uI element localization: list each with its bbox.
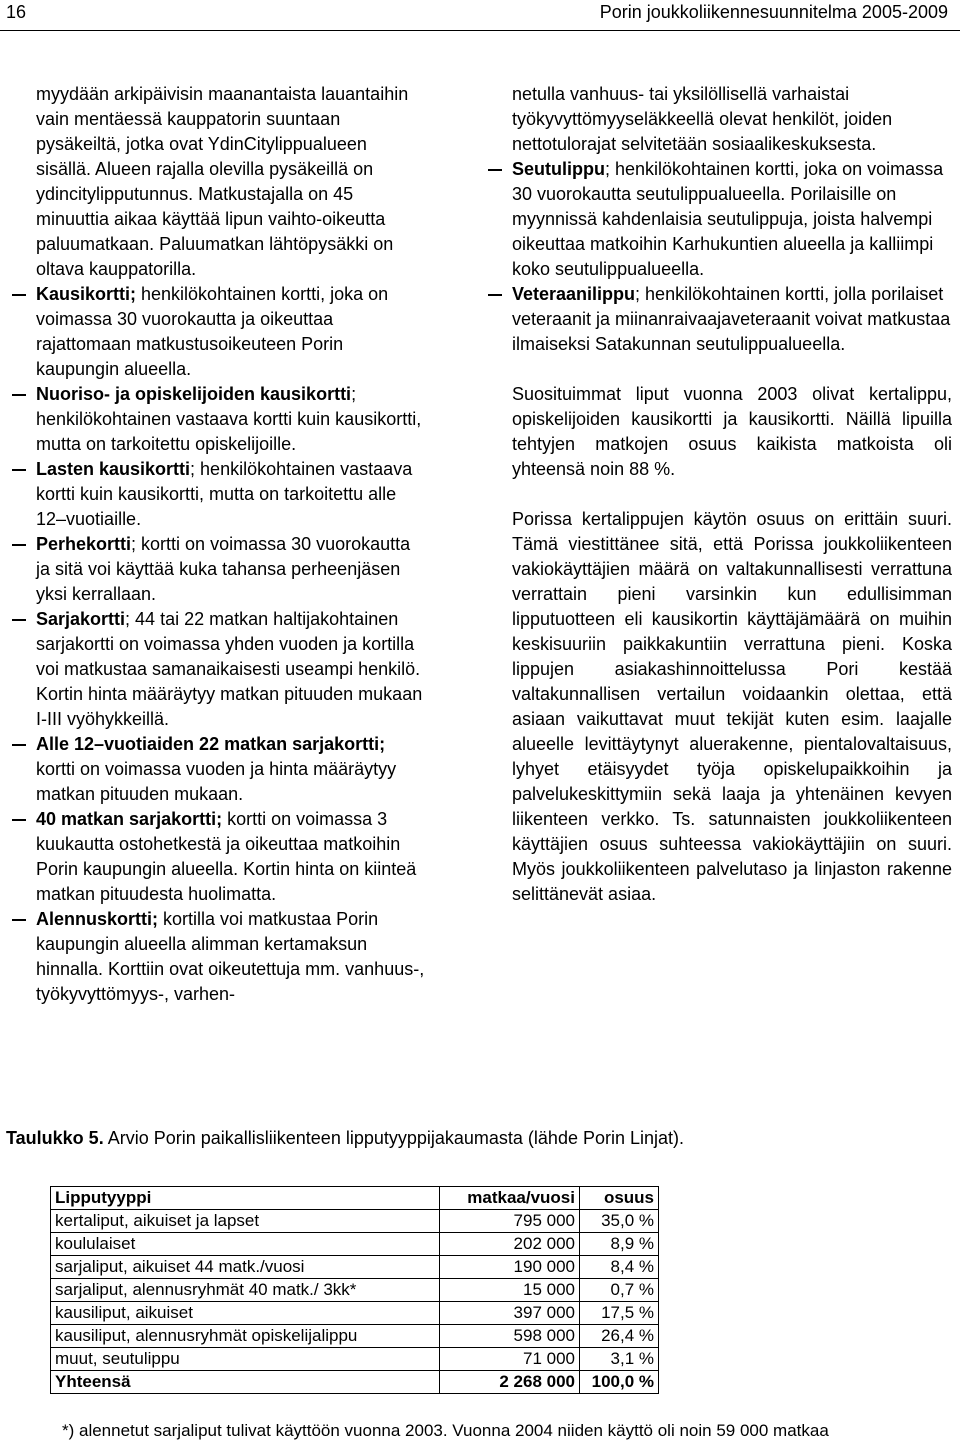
cell-total-trips: 2 268 000 xyxy=(440,1371,580,1394)
list-item xyxy=(36,807,426,907)
cell-ticket-type: kausiliput, aikuiset xyxy=(51,1302,440,1325)
header-ticket-type: Lipputyyppi xyxy=(51,1187,440,1210)
list-item xyxy=(36,382,426,457)
intro-paragraph: myydään arkipäivisin maanantaista lauantaihin vain mentäessä kauppatorin suuntaan pysäkeiltä, jotka ovat YdinCitylippualueen sisällä. Alueen rajalla olevilla pysäkeillä on ydincitylipputunnus. Matkustajalla on 45 minuuttia aikaa käyttää lipun vaihto-oikeutta paluumatkaan. Paluumatkan lähtöpysäkki on oltava kauppatorilla. xyxy=(36,84,409,279)
cell-share: 26,4 % xyxy=(580,1325,659,1348)
item-text: kortti on voimassa 3 kuukautta ostohetkestä ja oikeuttaa matkoihin Porin kaupungin alueella. Kortin hinta on kiinteä matkan pituudesta huolimatta. xyxy=(36,809,417,904)
item-text: ; 44 tai 22 matkan haltijakohtainen sarjakortti on voimassa yhden vuoden ja kortilla voi matkustaa samanaikaisesti useampi henkilö. Kortin hinta määräytyy matkan pituuden mukaan I-III vyöhykkeillä. xyxy=(36,609,423,729)
item-term: Veteraanilippu xyxy=(512,284,636,304)
dash-bullet xyxy=(12,619,26,621)
cell-trips: 202 000 xyxy=(440,1233,580,1256)
cell-share: 8,9 % xyxy=(580,1233,659,1256)
dash-bullet xyxy=(12,294,26,296)
continuation-text: netulla vanhuus- tai yksilöllisellä varhaistai työkyvyttömyyseläkkeellä olevat henkilöt, joiden nettotulorajat selvitetään sosiaalikeskuksesta. xyxy=(512,84,893,154)
table-row xyxy=(51,1256,659,1279)
cell-ticket-type: kausiliput, alennusryhmät opiskelijalippu xyxy=(51,1325,440,1348)
list-item xyxy=(512,157,952,282)
item-text: ; kortti on voimassa 30 vuorokautta ja sitä voi käyttää kuka tahansa perheenjäsen yksi kerrallaan. xyxy=(36,534,411,604)
cell-trips: 71 000 xyxy=(440,1348,580,1371)
item-term: Alle 12–vuotiaiden 22 matkan sarjakortti; xyxy=(36,734,386,754)
left-column xyxy=(36,82,426,1007)
cell-trips: 598 000 xyxy=(440,1325,580,1348)
item-term: Perhekortti xyxy=(36,534,132,554)
list-item xyxy=(36,282,426,382)
item-text: kortti on voimassa vuoden ja hinta määräytyy matkan pituuden mukaan. xyxy=(36,759,397,804)
header-share: osuus xyxy=(580,1187,659,1210)
cell-trips: 397 000 xyxy=(440,1302,580,1325)
list-item xyxy=(36,457,426,532)
page-header xyxy=(0,0,960,31)
item-text: ; henkilökohtainen kortti, joka on voimassa 30 vuorokautta seutulippualueella. Porilaisille on myynnissä kahdenlaisia seutulippuja, joista halvempi oikeuttaa matkoihin Karhukuntien alueella ja kalliimpi koko seutulippualueella. xyxy=(512,159,944,279)
item-text: ; henkilökohtainen kortti, jolla porilaiset veteraanit ja miinanraivaajaveteraanit voivat matkustaa ilmaiseksi Satakunnan seutulippualueella. xyxy=(512,284,951,354)
cell-ticket-type: sarjaliput, aikuiset 44 matk./vuosi xyxy=(51,1256,440,1279)
popular-tickets-paragraph: Suosituimmat liput vuonna 2003 olivat kertalippu, opiskelijoiden kausikortti ja kausikortti. Näillä lipuilla tehtyjen matkojen osuus kaikista matkoista oli yhteensä noin 88 %. xyxy=(512,384,952,479)
table-row xyxy=(51,1302,659,1325)
list-item xyxy=(36,607,426,732)
table-total-row xyxy=(51,1371,659,1394)
item-text: kortilla voi matkustaa Porin kaupungin alueella alimman kertamaksun hinnalla. Korttiin ovat oikeutettuja mm. vanhuus-, työkyvyttömyys-, varhen- xyxy=(36,909,425,1004)
list-item xyxy=(36,532,426,607)
table-row xyxy=(51,1210,659,1233)
dash-bullet xyxy=(12,469,26,471)
cell-trips: 15 000 xyxy=(440,1279,580,1302)
item-text: ; henkilökohtainen vastaava kortti kuin kausikortti, mutta on tarkoitettu alle 12–vuotiaille. xyxy=(36,459,413,529)
item-text: henkilökohtainen kortti, joka on voimassa 30 vuorokautta ja oikeuttaa rajattomaan matkustusoikeuteen Porin kaupungin alueella. xyxy=(36,284,389,379)
cell-share: 8,4 % xyxy=(580,1256,659,1279)
dash-bullet xyxy=(488,294,502,296)
ticket-distribution-table xyxy=(50,1186,659,1394)
table-row xyxy=(51,1233,659,1256)
cell-share: 0,7 % xyxy=(580,1279,659,1302)
dash-bullet xyxy=(12,394,26,396)
cell-share: 17,5 % xyxy=(580,1302,659,1325)
page-number: 16 xyxy=(6,2,27,22)
dash-bullet xyxy=(12,919,26,921)
item-term: Seutulippu xyxy=(512,159,605,179)
cell-total-share: 100,0 % xyxy=(580,1371,659,1394)
table-row xyxy=(51,1348,659,1371)
item-text: ; henkilökohtainen vastaava kortti kuin kausikortti, mutta on tarkoitettu opiskelijoille. xyxy=(36,384,422,454)
ticket-type-list xyxy=(36,282,426,1007)
dash-bullet xyxy=(12,544,26,546)
cell-ticket-type: kertaliput, aikuiset ja lapset xyxy=(51,1210,440,1233)
cell-trips: 795 000 xyxy=(440,1210,580,1233)
table-footnote: *) alennetut sarjaliput tulivat käyttöön vuonna 2003. Vuonna 2004 niiden käyttö oli noin 59 000 matkaa xyxy=(62,1421,829,1440)
list-item xyxy=(512,282,952,357)
item-term: 40 matkan sarjakortti; xyxy=(36,809,223,829)
table-header-row xyxy=(51,1187,659,1210)
cell-share: 3,1 % xyxy=(580,1348,659,1371)
dash-bullet xyxy=(12,744,26,746)
item-term: Nuoriso- ja opiskelijoiden kausikortti xyxy=(36,384,352,404)
table-caption xyxy=(6,1126,946,1151)
caption-label: Taulukko 5. xyxy=(6,1128,104,1148)
document-title: Porin joukkoliikennesuunnitelma 2005-2009 xyxy=(599,2,948,22)
caption-text: Arvio Porin paikallisliikenteen lipputyyppijakaumasta (lähde Porin Linjat). xyxy=(103,1128,685,1148)
dash-bullet xyxy=(488,169,502,171)
item-term: Kausikortti; xyxy=(36,284,137,304)
item-term: Alennuskortti; xyxy=(36,909,159,929)
header-trips-per-year: matkaa/vuosi xyxy=(440,1187,580,1210)
table-row xyxy=(51,1325,659,1348)
single-ticket-paragraph: Porissa kertalippujen käytön osuus on erittäin suuri. Tämä viestittänee sitä, että Porissa joukkoliikenteen vakiokäyttäjien määrä on valtakunnallisesti verrattuna verrattain pieni varsinkin kun edullisimman lipputuotteen eli kausikortin käyttäjämäärä on muihin keskisuuriin paikkakuntiin verrattuna pieni. Koska lippujen asiakashinnoittelussa Pori kestää valtakunnallisen vertailun voidaankin olettaa, että asiaan vaikuttavat muut tekijät kuten esim. laajalle alueelle levittäytynyt aluerakenne, pientalovaltaisuus, lyhyet etäisyydet työja opiskelupaikkoihin ja palvelukeskittymiin sekä laaja ja yhtenäinen kevyen liikenteen verkko. Ts. satunnaisten joukkoliikenteen käyttäjien osuus suhteessa vakiokäyttäjiin on suuri. Myös joukkoliikenteen palvelutaso ja linjaston rakenne selittänevät asiaa. xyxy=(512,509,952,904)
cell-trips: 190 000 xyxy=(440,1256,580,1279)
dash-bullet xyxy=(12,819,26,821)
item-term: Lasten kausikortti xyxy=(36,459,191,479)
right-column xyxy=(512,82,952,907)
table-row xyxy=(51,1279,659,1302)
list-item xyxy=(36,907,426,1007)
cell-ticket-type: sarjaliput, alennusryhmät 40 matk./ 3kk* xyxy=(51,1279,440,1302)
list-item xyxy=(36,732,426,807)
item-term: Sarjakortti xyxy=(36,609,126,629)
ticket-type-list-continued xyxy=(512,157,952,357)
cell-total-label: Yhteensä xyxy=(51,1371,440,1394)
cell-share: 35,0 % xyxy=(580,1210,659,1233)
cell-ticket-type: muut, seutulippu xyxy=(51,1348,440,1371)
cell-ticket-type: koululaiset xyxy=(51,1233,440,1256)
